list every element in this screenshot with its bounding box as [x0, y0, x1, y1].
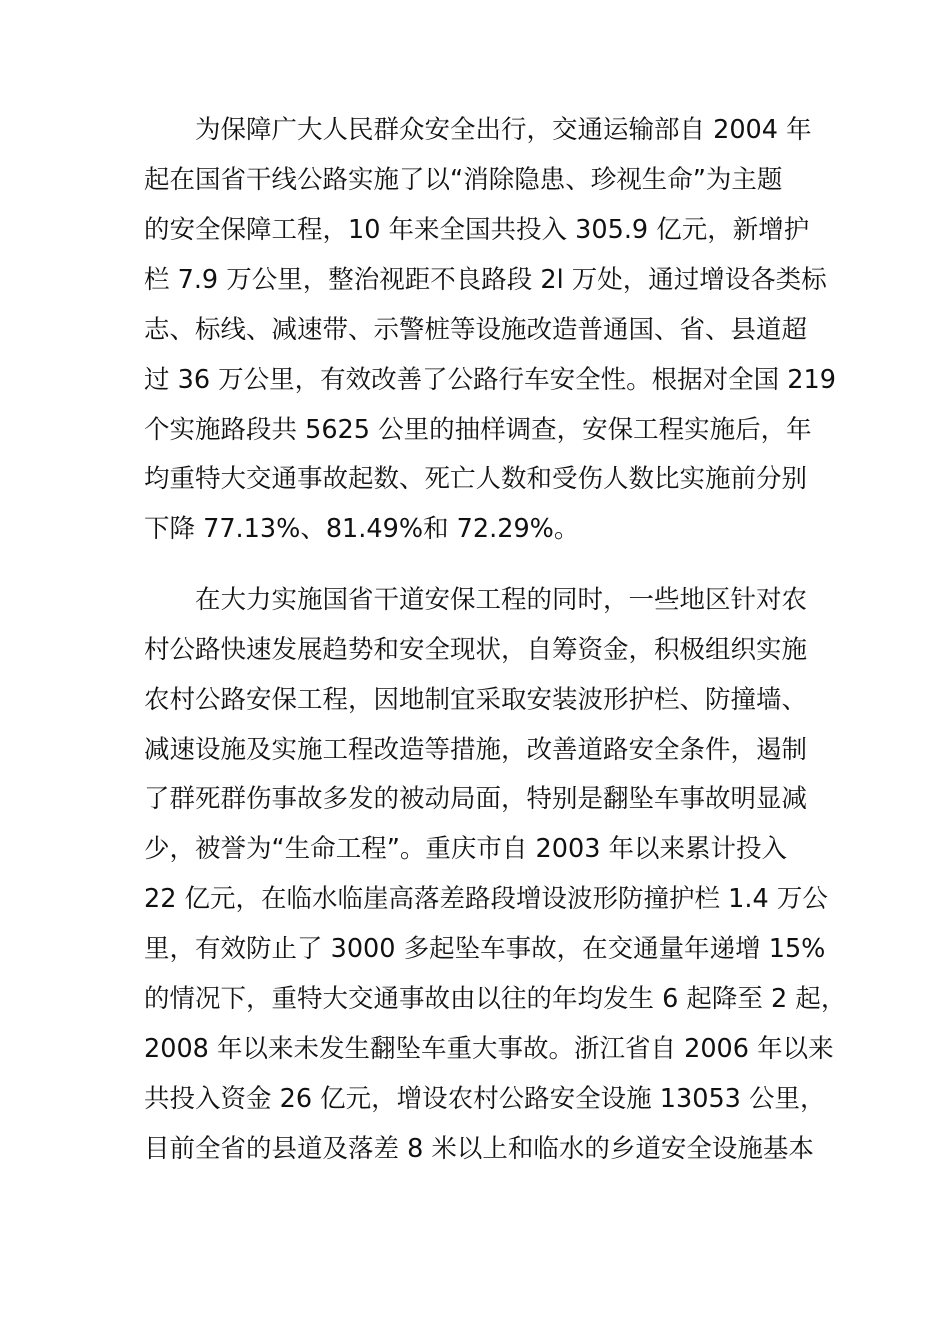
paragraph-line: 减速设施及实施工程改造等措施，改善道路安全条件，遏制	[144, 735, 808, 765]
paragraph-line: 的安全保障工程，10 年来全国共投入 305.9 亿元，新增护	[144, 215, 810, 245]
paragraph-line: 下降 77.13%、81.49%和 72.29%。	[144, 514, 580, 544]
paragraph-line: 共投入资金 26 亿元，增设农村公路安全设施 13053 公里，	[144, 1084, 826, 1114]
paragraph-line: 了群死群伤事故多发的被动局面，特别是翻坠车事故明显减	[144, 784, 808, 814]
paragraph-line: 里，有效防止了 3000 多起坠车事故，在交通量年递增 15%	[144, 934, 826, 964]
paragraph-line: 为保障广大人民群众安全出行，交通运输部自 2004 年	[195, 115, 812, 145]
paragraph-line: 农村公路安保工程，因地制宜采取安装波形护栏、防撞墙、	[144, 685, 808, 715]
paragraph-line: 22 亿元，在临水临崖高落差路段增设波形防撞护栏 1.4 万公	[144, 884, 828, 914]
paragraph-line: 个实施路段共 5625 公里的抽样调查，安保工程实施后，年	[144, 415, 812, 445]
paragraph-line: 栏 7.9 万公里，整治视距不良路段 2l 万处，通过增设各类标	[144, 265, 827, 295]
paragraph-line: 在大力实施国省干道安保工程的同时，一些地区针对农	[195, 585, 808, 615]
paragraph-line: 少，被誉为“生命工程”。重庆市自 2003 年以来累计投入	[144, 834, 788, 864]
paragraph-line: 均重特大交通事故起数、死亡人数和受伤人数比实施前分别	[144, 464, 808, 494]
paragraph-line: 的情况下，重特大交通事故由以往的年均发生 6 起降至 2 起，	[144, 984, 847, 1014]
paragraph-line: 起在国省干线公路实施了以“消除隐患、珍视生命”为主题	[144, 165, 783, 195]
paragraph-line: 2008 年以来未发生翻坠车重大事故。浙江省自 2006 年以来	[144, 1034, 834, 1064]
paragraph-line: 目前全省的县道及落差 8 米以上和临水的乡道安全设施基本	[144, 1134, 814, 1164]
paragraph-line: 志、标线、减速带、示警桩等设施改造普通国、省、县道超	[144, 315, 808, 345]
paragraph-line: 过 36 万公里，有效改善了公路行车安全性。根据对全国 219	[144, 365, 836, 395]
paragraph-line: 村公路快速发展趋势和安全现状，自筹资金，积极组织实施	[144, 635, 808, 665]
